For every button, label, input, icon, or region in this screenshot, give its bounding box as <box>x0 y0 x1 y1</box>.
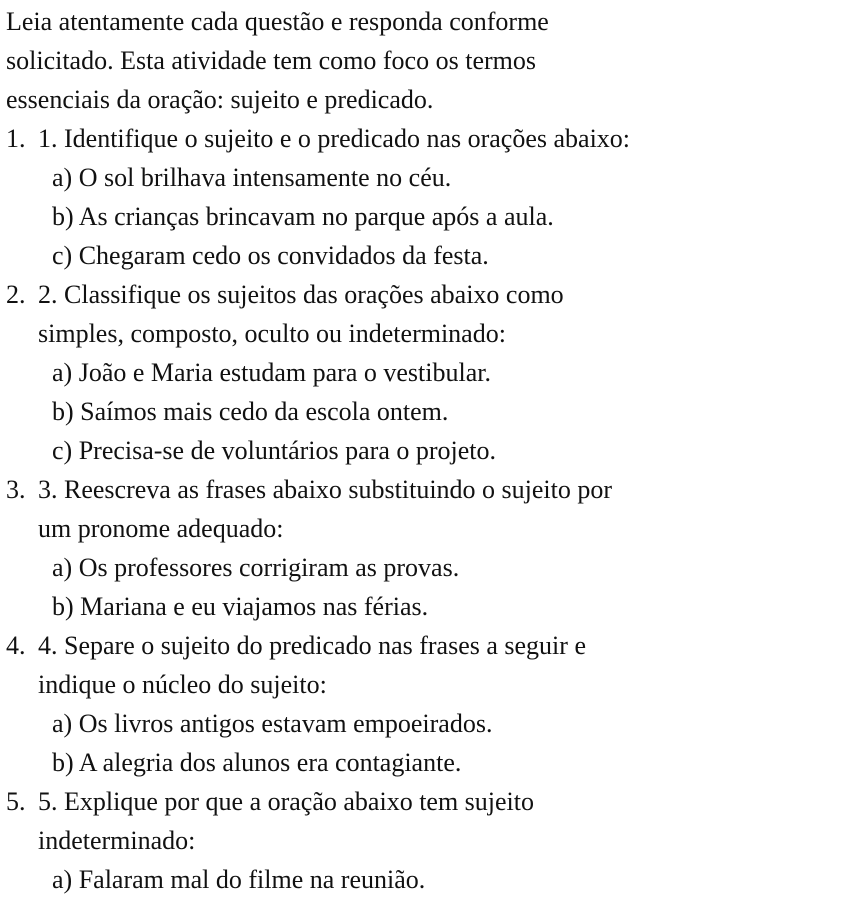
question-item: a) João e Maria estudam para o vestibular. <box>52 358 491 387</box>
question-item: a) Os professores corrigiram as provas. <box>52 553 460 582</box>
question-heading <box>6 470 856 509</box>
question-text-continued: indeterminado: <box>38 826 196 855</box>
question-number: 3. <box>6 475 26 504</box>
question-item: c) Chegaram cedo os convidados da festa. <box>52 241 489 270</box>
question-text: 2. Classifique os sujeitos das orações abaixo como <box>38 280 564 309</box>
question-5 <box>6 782 856 899</box>
question-heading <box>6 626 856 665</box>
instructions-paragraph <box>6 2 706 119</box>
question-text: 1. Identifique o sujeito e o predicado nas orações abaixo: <box>38 124 631 153</box>
question-1 <box>6 119 856 275</box>
question-text-continued: um pronome adequado: <box>38 514 284 543</box>
instructions-line: Leia atentamente cada questão e responda conforme <box>6 7 549 36</box>
question-number: 2. <box>6 280 26 309</box>
question-item: b) A alegria dos alunos era contagiante. <box>52 748 462 777</box>
question-text: 3. Reescreva as frases abaixo substituindo o sujeito por <box>38 475 613 504</box>
worksheet <box>6 2 856 899</box>
question-item: b) Mariana e eu viajamos nas férias. <box>52 592 429 621</box>
question-number: 5. <box>6 787 26 816</box>
instructions-line: solicitado. Esta atividade tem como foco os termos <box>6 46 536 75</box>
question-item: a) Falaram mal do filme na reunião. <box>52 865 426 894</box>
question-heading <box>6 275 856 314</box>
question-item: a) Os livros antigos estavam empoeirados. <box>52 709 493 738</box>
question-text-continued: simples, composto, oculto ou indeterminado: <box>38 319 506 348</box>
question-number: 4. <box>6 631 26 660</box>
question-item: b) As crianças brincavam no parque após a aula. <box>52 202 554 231</box>
question-2 <box>6 275 856 470</box>
question-text-continued: indique o núcleo do sujeito: <box>38 670 327 699</box>
question-item: b) Saímos mais cedo da escola ontem. <box>52 397 449 426</box>
question-item: c) Precisa-se de voluntários para o projeto. <box>52 436 497 465</box>
question-3 <box>6 470 856 626</box>
question-heading <box>6 782 856 821</box>
question-4 <box>6 626 856 782</box>
question-number: 1. <box>6 124 26 153</box>
question-item: a) O sol brilhava intensamente no céu. <box>52 163 452 192</box>
question-heading <box>6 119 856 158</box>
instructions-line: essenciais da oração: sujeito e predicado. <box>6 85 434 114</box>
question-text: 5. Explique por que a oração abaixo tem sujeito <box>38 787 535 816</box>
question-text: 4. Separe o sujeito do predicado nas frases a seguir e <box>38 631 586 660</box>
